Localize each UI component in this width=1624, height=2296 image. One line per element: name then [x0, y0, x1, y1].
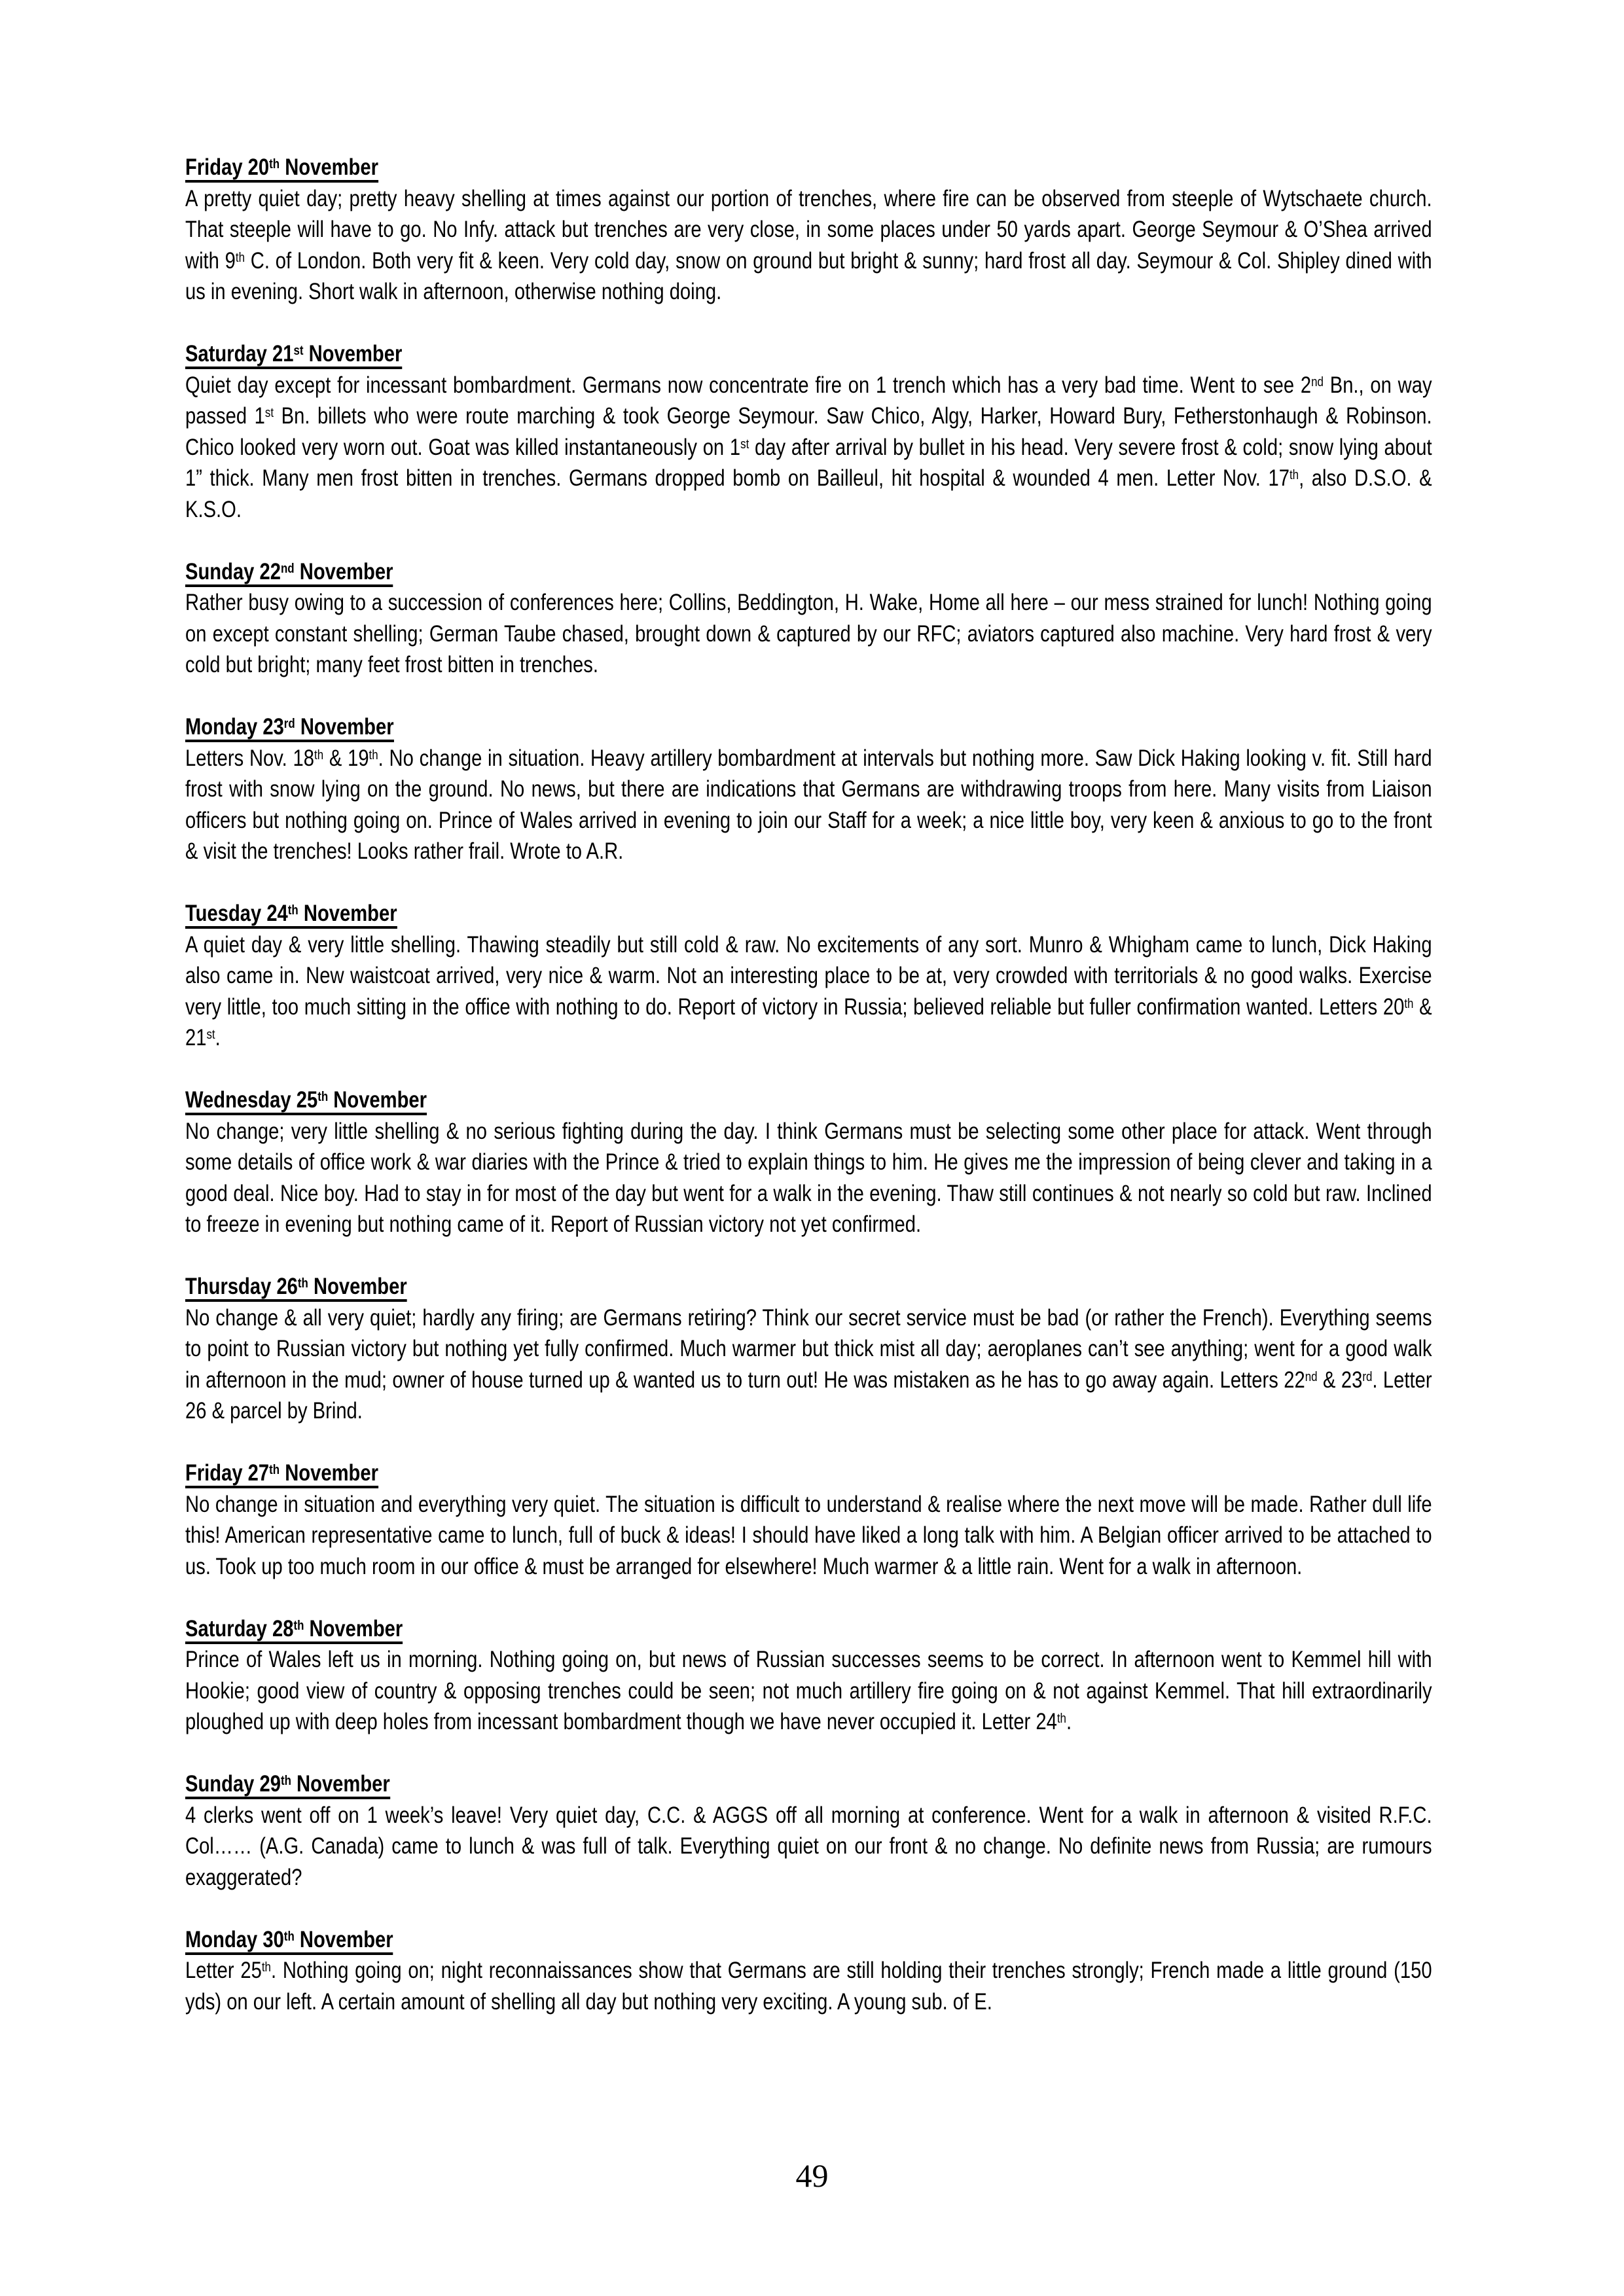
entry-body: Letter 25th. Nothing going on; night reconnaissances show that Germans are still holding their trenches strongly; French made a little ground (150 yds) on our left. A certain amount of shelling all day but nothing very exciting. A young sub. of E. — [185, 1957, 1432, 2015]
entry-heading — [185, 1458, 1432, 1489]
diary-entry — [185, 1085, 1432, 1240]
entry-body: Rather busy owing to a succession of conferences here; Collins, Beddington, H. Wake, Home all here – our mess strained for lunch! Nothing going on except constant shelling; German Taube chased, brought down & captured by our RFC; aviators captured also machine. Very hard frost & very cold but bright; many feet frost bitten in trenches. — [185, 589, 1432, 677]
entry-heading-text: Monday 30th November — [185, 1926, 393, 1955]
entry-heading-text: Wednesday 25th November — [185, 1086, 427, 1115]
diary-entry — [185, 556, 1432, 681]
entry-heading-text: Thursday 26th November — [185, 1273, 407, 1302]
entry-heading — [185, 556, 1432, 588]
diary-entry — [185, 1924, 1432, 2018]
diary-entry — [185, 1613, 1432, 1738]
diary-content — [185, 152, 1432, 2017]
diary-entry — [185, 152, 1432, 308]
diary-entry — [185, 1768, 1432, 1893]
entry-heading-text: Friday 20th November — [185, 154, 378, 183]
entry-body: Letters Nov. 18th & 19th. No change in situation. Heavy artillery bombardment at intervals but nothing more. Saw Dick Haking looking v. fit. Still hard frost with snow lying on the ground. No news, but there are indications that Germans are withdrawing troops from here. Many visits from Liaison officers but nothing going on. Prince of Wales arrived in evening to join our Staff for a week; a nice little boy, very keen & anxious to go to the front & visit the trenches! Looks rather frail. Wrote to A.R. — [185, 744, 1432, 864]
entry-heading — [185, 1924, 1432, 1956]
entry-body: Quiet day except for incessant bombardment. Germans now concentrate fire on 1 trench which has a very bad time. Went to see 2nd Bn., on way passed 1st Bn. billets who were route marching & took George Seymour. Saw Chico, Algy, Harker, Howard Bury, Fetherstonhaugh & Robinson. Chico looked very worn out. Goat was killed instantaneously on 1st day after arrival by bullet in his head. Very severe frost & cold; snow lying about 1” thick. Many men frost bitten in trenches. Germans dropped bomb on Bailleul, hit hospital & wounded 4 men. Letter Nov. 17th, also D.S.O. & K.S.O. — [185, 371, 1432, 522]
entry-heading-text: Sunday 22nd November — [185, 558, 393, 587]
entry-heading-text: Monday 23rd November — [185, 713, 394, 742]
diary-entry — [185, 711, 1432, 867]
entry-heading-text: Tuesday 24th November — [185, 900, 397, 929]
entry-heading — [185, 898, 1432, 929]
entry-heading — [185, 1085, 1432, 1116]
entry-heading — [185, 1613, 1432, 1645]
entry-body: 4 clerks went off on 1 week’s leave! Very quiet day, C.C. & AGGS off all morning at conference. Went for a walk in afternoon & visited R.F.C. Col…… (A.G. Canada) came to lunch & was full of talk. Everything quiet on our front & no change. No definite news from Russia; are rumours exaggerated? — [185, 1801, 1432, 1890]
entry-heading-text: Saturday 28th November — [185, 1615, 403, 1644]
entry-body: No change in situation and everything very quiet. The situation is difficult to understand & realise where the next move will be made. Rather dull life this! American representative came to lunch, full of buck & ideas! I should have liked a long talk with him. A Belgian officer arrived to be attached to us. Took up too much room in our office & must be arranged for elsewhere! Much warmer & a little rain. Went for a walk in afternoon. — [185, 1490, 1432, 1579]
entry-heading — [185, 338, 1432, 370]
entry-body: No change; very little shelling & no serious fighting during the day. I think Germans must be selecting some other place for attack. Went through some details of office work & war diaries with the Prince & tried to explain things to him. He gives me the impression of being clever and taking in a good deal. Nice boy. Had to stay in for most of the day but went for a walk in the evening. Thaw still continues & not nearly so cold but raw. Inclined to freeze in evening but nothing came of it. Report of Russian victory not yet confirmed. — [185, 1117, 1432, 1237]
entry-heading — [185, 711, 1432, 743]
entry-body: A pretty quiet day; pretty heavy shelling at times against our portion of trenches, where fire can be observed from steeple of Wytschaete church. That steeple will have to go. No Infy. attack but trenches are very close, in some places under 50 yards apart. George Seymour & O’Shea arrived with 9th C. of London. Both very fit & keen. Very cold day, snow on ground but bright & sunny; hard frost all day. Seymour & Col. Shipley dined with us in evening. Short walk in afternoon, otherwise nothing doing. — [185, 185, 1432, 304]
entry-heading — [185, 152, 1432, 183]
entry-body: A quiet day & very little shelling. Thawing steadily but still cold & raw. No excitements of any sort. Munro & Whigham came to lunch, Dick Haking also came in. New waistcoat arrived, very nice & warm. Not an interesting place to be at, very crowded with territorials & no good walks. Exercise very little, too much sitting in the office with nothing to do. Report of victory in Russia; believed reliable but fuller confirmation wanted. Letters 20th & 21st. — [185, 931, 1432, 1050]
entry-heading — [185, 1271, 1432, 1302]
diary-entry — [185, 338, 1432, 525]
page-number: 49 — [795, 2157, 829, 2194]
entry-body: Prince of Wales left us in morning. Nothing going on, but news of Russian successes seems to be correct. In afternoon went to Kemmel hill with Hookie; good view of country & opposing trenches could be seen; not much artillery fire going on & not against Kemmel. That hill extraordinarily ploughed up with deep holes from incessant bombardment though we have never occupied it. Letter 24th. — [185, 1646, 1432, 1734]
entry-heading-text: Saturday 21st November — [185, 340, 402, 369]
diary-entry — [185, 898, 1432, 1054]
entry-heading-text: Friday 27th November — [185, 1460, 378, 1488]
entry-heading — [185, 1768, 1432, 1800]
diary-entry — [185, 1458, 1432, 1582]
entry-heading-text: Sunday 29th November — [185, 1770, 390, 1799]
entry-body: No change & all very quiet; hardly any firing; are Germans retiring? Think our secret service must be bad (or rather the French). Everything seems to point to Russian victory but nothing yet fully confirmed. Much warmer but thick mist all day; aeroplanes can’t see anything; went for a good walk in afternoon in the mud; owner of house turned up & wanted us to turn out! He was mistaken as he has to go away again. Letters 22nd & 23rd. Letter 26 & parcel by Brind. — [185, 1304, 1432, 1424]
diary-entry — [185, 1271, 1432, 1427]
